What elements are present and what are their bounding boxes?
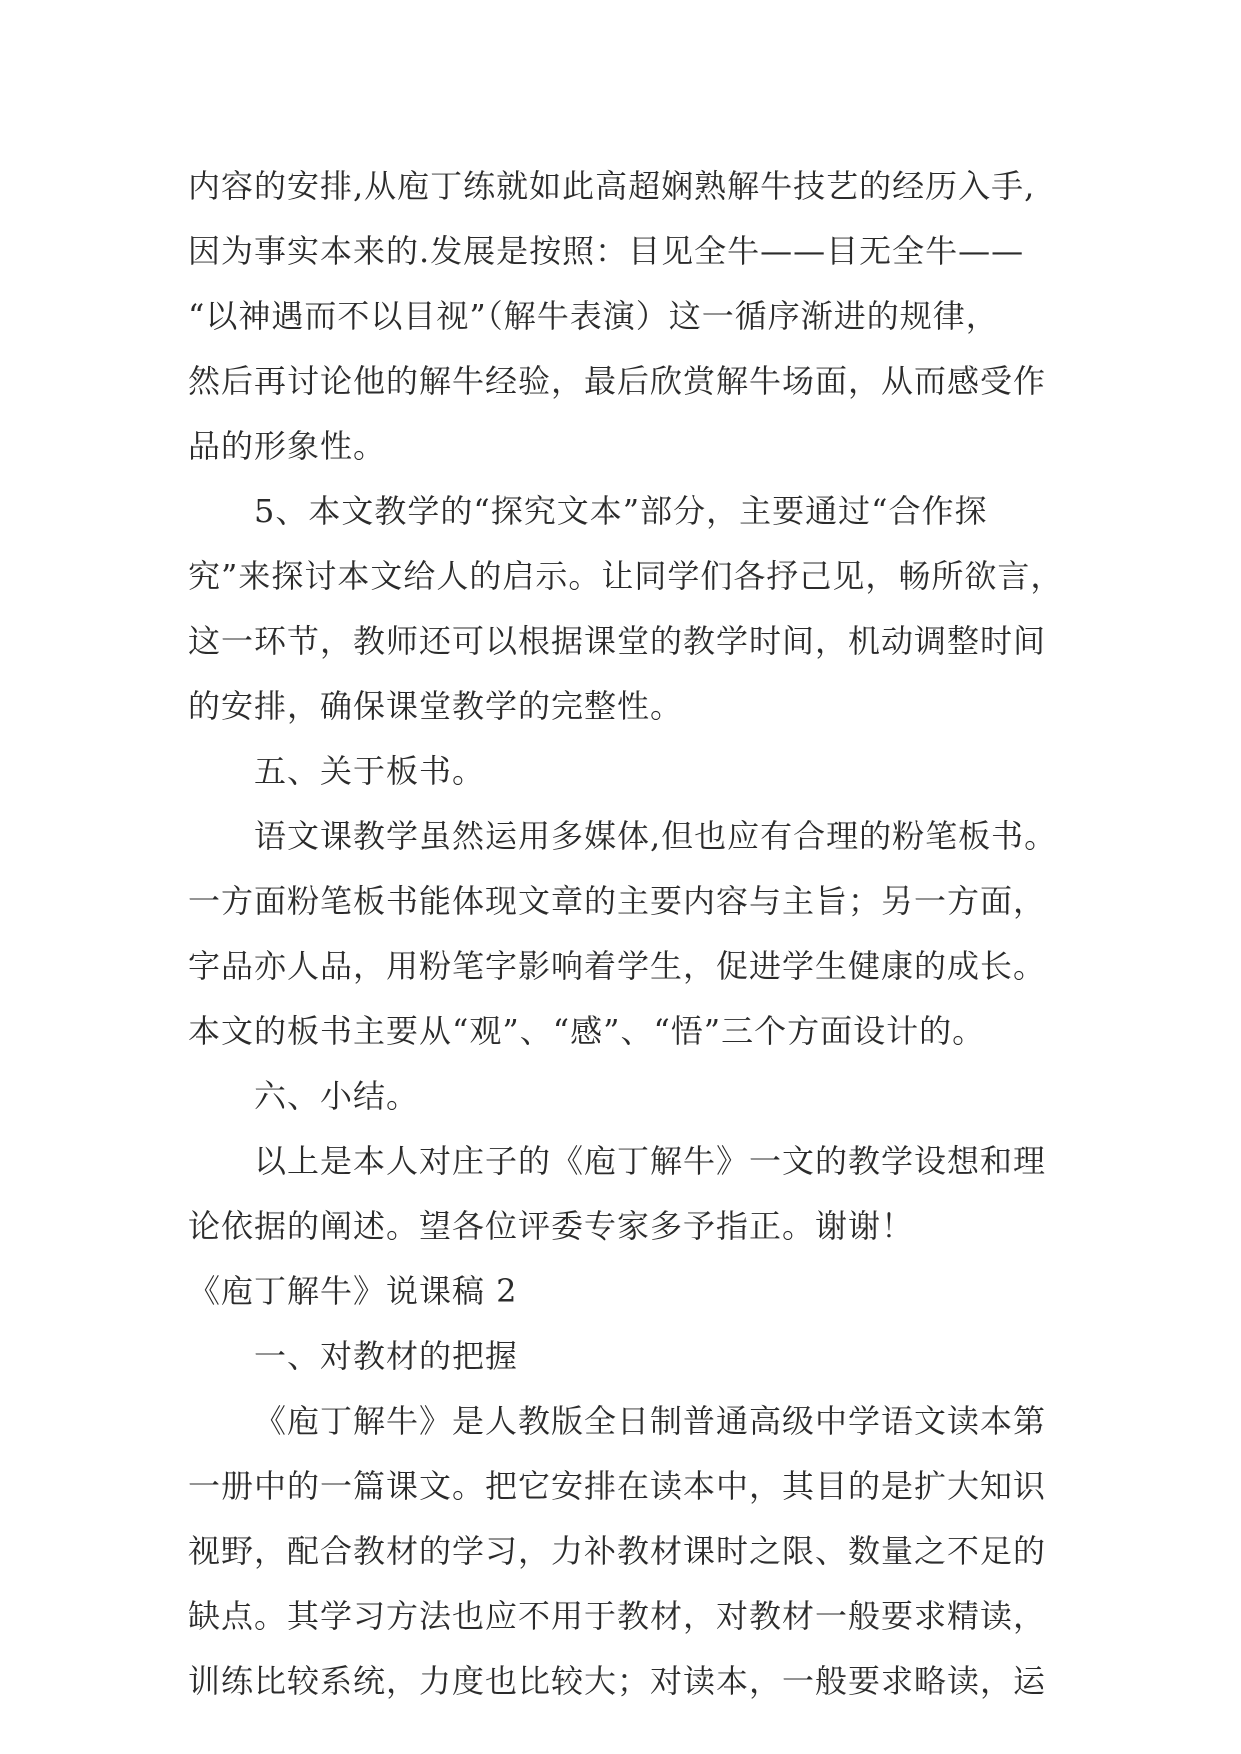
text-line: 一册中的一篇课文。把它安排在读本中，其目的是扩大知识 — [188, 1467, 1047, 1505]
text-line: 然后再讨论他的解牛经验，最后欣赏解牛场面，从而感受作 — [188, 362, 1047, 400]
text-line: 因为事实本来的.发展是按照：目见全牛——目无全牛—— — [188, 232, 1025, 270]
text-line: 这一环节，教师还可以根据课堂的教学时间，机动调整时间 — [188, 622, 1047, 660]
text-line: 论依据的阐述。望各位评委专家多予指正。谢谢！ — [188, 1207, 915, 1245]
text-line: 字品亦人品，用粉笔字影响着学生，促进学生健康的成长。 — [188, 947, 1047, 985]
text-line: 内容的安排,从庖丁练就如此高超娴熟解牛技艺的经历入手, — [188, 167, 1036, 205]
text-line: “以神遇而不以目视”（解牛表演）这一循序渐进的规律， — [188, 297, 999, 335]
text-line: 一方面粉笔板书能体现文章的主要内容与主旨；另一方面， — [188, 882, 1047, 920]
text-line: 《庖丁解牛》是人教版全日制普通高级中学语文读本第 — [254, 1402, 1047, 1440]
section-heading: 五、关于板书。 — [254, 752, 486, 790]
text-line: 视野，配合教材的学习，力补教材课时之限、数量之不足的 — [188, 1532, 1047, 1570]
text-line: 以上是本人对庄子的《庖丁解牛》一文的教学设想和理 — [254, 1142, 1047, 1180]
text-line: 语文课教学虽然运用多媒体,但也应有合理的粉笔板书。 — [254, 817, 1058, 855]
text-line: 训练比较系统，力度也比较大；对读本，一般要求略读，运 — [188, 1662, 1047, 1700]
text-line: 究”来探讨本文给人的启示。让同学们各抒己见，畅所欲言， — [188, 557, 1064, 595]
text-line: 的安排，确保课堂教学的完整性。 — [188, 687, 684, 725]
text-line: 本文的板书主要从“观”、“感”、“悟”三个方面设计的。 — [188, 1012, 986, 1050]
document-title: 《庖丁解牛》说课稿 2 — [188, 1272, 518, 1310]
text-line: 5、本文教学的“探究文本”部分，主要通过“合作探 — [254, 492, 988, 530]
text-line: 品的形象性。 — [188, 427, 387, 465]
section-heading: 六、小结。 — [254, 1077, 420, 1115]
section-heading: 一、对教材的把握 — [254, 1337, 519, 1375]
text-line: 缺点。其学习方法也应不用于教材，对教材一般要求精读， — [188, 1597, 1047, 1635]
